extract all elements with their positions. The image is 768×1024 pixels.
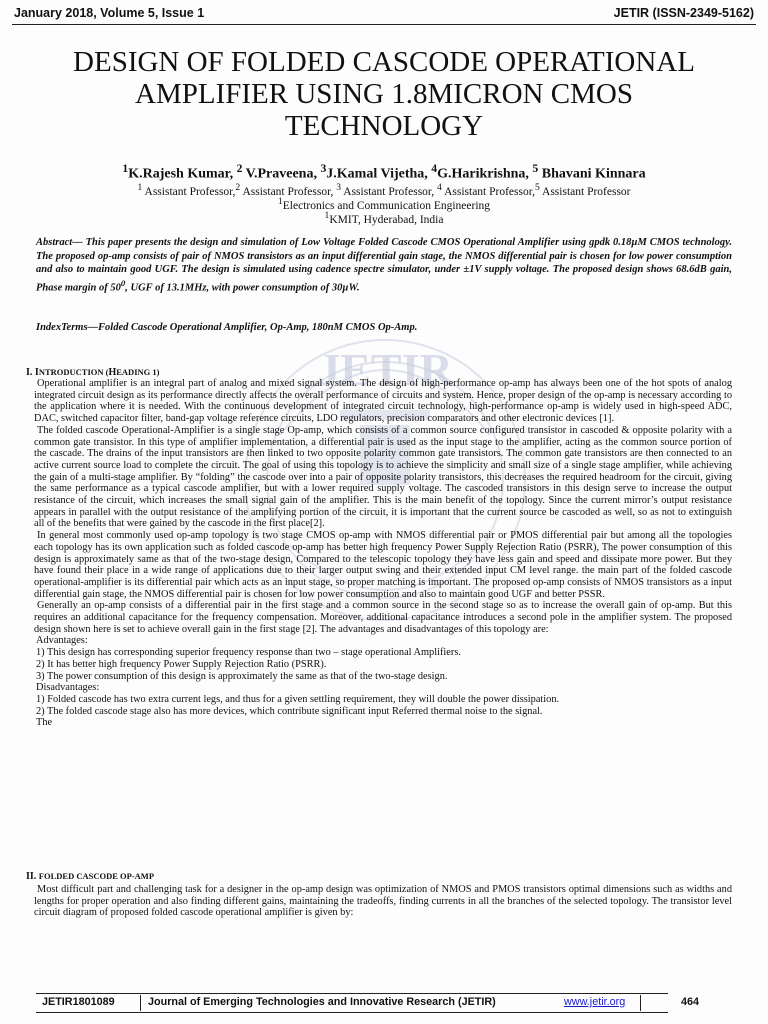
role-sup: 5 bbox=[534, 182, 540, 193]
author-sup: 1 bbox=[122, 162, 129, 175]
list-item: The bbox=[36, 717, 53, 729]
abstract-text-end: , UGF of 13.1MHz, with power consumption of 30µW. bbox=[125, 282, 360, 293]
author-sup: 5 bbox=[532, 162, 539, 175]
heading-cap: H bbox=[108, 367, 117, 378]
index-terms: IndexTerms—Folded Cascode Operational Amplifier, Op-Amp, 180nM CMOS Op-Amp. bbox=[36, 322, 418, 333]
abstract-text: Abstract— This paper presents the design and simulation of Low Voltage Folded Cascode CMOS Operational Amplifier using gpdk 0.18µM CMOS technology. The proposed op-amp consists of pair of NMOS transistors as an input differential gain stage, the NMOS differential pair is chosen for low power consumption and also to maintain good UGF. The design is simulated using cadence spectre simulator, under ±1V supply voltage. The proposed design shows 68.6dB gain, Phase margin of 50 bbox=[36, 237, 732, 293]
svg-text:JETIR: JETIR bbox=[317, 344, 453, 395]
institution bbox=[20, 209, 748, 227]
role-sup: 2 bbox=[235, 182, 241, 193]
title-line: DESIGN OF FOLDED CASCODE OPERATIONAL bbox=[73, 46, 695, 78]
role-sup: 4 bbox=[437, 182, 442, 193]
paragraph: In general most commonly used op-amp topology is two stage CMOS op-amp with NMOS differential pair or PMOS differential pair but among all the topologies each topology has its own application such as folded cascode op-amp has better high frequency Power Supply Rejection Ratio (PSRR), The power consumption of this design is approximately same as that of the two-stage design, Compared to the telescopic topology they have less gain and speed and dissipate more power. But they have found their place in a wide range of applications due to their larger output swing and their extended input CM level range. the main part of the folded cascode operational-amplifier is its differential pair which acts as an input stage, so proper matching is important. The proposed op-amp consists of NMOS transistors as a input differential gain stage, the NMOS differential pair is chosen for low power consumption and also to maintain good UGF and better PSSR. bbox=[34, 530, 732, 600]
journal-name: Journal of Emerging Technologies and Innovative Research (JETIR) bbox=[148, 996, 496, 1008]
list-item: 1) Folded cascode has two extra current legs, and thus for a given settling requirement, they will double the power dissipation. bbox=[36, 693, 560, 705]
role-text: Assistant Professor bbox=[539, 185, 631, 198]
running-header bbox=[14, 5, 754, 23]
issue-info: January 2018, Volume 5, Issue 1 bbox=[14, 6, 205, 20]
role-sup: 3 bbox=[336, 182, 342, 193]
paper-id: JETIR1801089 bbox=[42, 996, 115, 1008]
paragraph: Most difficult part and challenging task for a designer in the op-amp design was optimization of NMOS and PMOS transistors optimal dimensions such as widths and lengths for proper operation and also finding different gains, maintaining the tradeoffs, finding currents in all the branches of the selected topology. The transistor level circuit diagram of proposed folded cascode operational amplifier is given by: bbox=[34, 884, 732, 919]
heading-smallcaps: FOLDED CASCODE OP-AMP bbox=[38, 871, 155, 881]
author-name: G.Harikrishna, bbox=[437, 166, 533, 182]
list-item: Disadvantages: bbox=[36, 682, 100, 694]
dept-text: Electronics and Communication Engineering bbox=[282, 199, 491, 212]
author-name: K.Rajesh Kumar, bbox=[128, 166, 237, 182]
paragraph: Operational amplifier is an integral part of analog and mixed signal system. The design of high-performance op-amp has always been one of the hot spots of analog integrated circuit design as its performance directly affects the overall performance of circuits and system. Hence, proper design of the op-amp is necessary according to the application where it is needed. With the continuous development of integrated circuit technology, high-performance op-amp is widely used in high-speed ADC, DAC, switched capacitor filter, band-gap voltage reference circuits, LDO regulators, precision comparators and other electronic devices [1]. bbox=[34, 378, 732, 425]
page-number: 464 bbox=[681, 996, 700, 1008]
list-item: 3) The power consumption of this design is approximately the same as that of the two-stage design. bbox=[36, 670, 448, 682]
paragraph: Generally an op-amp consists of a differential pair in the first stage and a common source in the second stage so as to increase the overall gain of op-amp. But this requires an additional capacitance for the frequency compensation. Moreover, additional capacitance introduces a second pole in the amplifier system. The proposed design shown here is set to achieve overall gain in the first stage [2]. The advantages and disadvantages of this topology are: bbox=[34, 600, 732, 635]
paper-title bbox=[20, 46, 748, 142]
dept-sup: 1 bbox=[277, 196, 283, 207]
role-text: Assistant Professor, bbox=[142, 185, 236, 198]
section-number: I. bbox=[26, 367, 35, 378]
folded-cascode-body bbox=[34, 884, 732, 919]
issn-info: JETIR (ISSN-2349-5162) bbox=[613, 6, 754, 20]
abstract bbox=[36, 236, 732, 295]
paragraph: The folded cascode Operational-Amplifier is a single stage Op-amp, which consists of a common source configured transistor in cascoded & opposite polarity with a common gate transistor. In this type of amplifier implementation, a differential pair is used as the input stage to the amplifier, acting as the common source portion of the cascade. The drains of the input transistors are then linked to two opposite polarity common gate transistors. The common gate transistors are then connected to an active current source load to complete the circuit. The goal of using this topology is to achieve the simplicity and small size of a single stage amplifier, while achieving the gain of a multi-stage amplifier. By “folding” the cascode over into a pair of opposite polarity transistors, this decreases the required headroom for the circuit, giving the same performance as a typical cascode amplifier, but with a lower required supply voltage. The cascoded transistors in this design serve to increase the output resistance of the circuit, which increases the small signal gain of the amplifier. This is the main benefit of the topology. Since the current mirror’s output resistance appears in parallel with the output resistance of the amplifying portion of the circuit, it is important that the current source be cascoded as well, so as not to extinguish all of the benefits that were gained by the cascode in the first place[2]. bbox=[34, 424, 732, 530]
header-rule bbox=[12, 24, 756, 25]
author-name: J.Kamal Vijetha, bbox=[326, 166, 432, 182]
role-text: Assistant Professor, bbox=[240, 185, 337, 198]
title-line: TECHNOLOGY bbox=[284, 110, 484, 142]
list-item: 2) It has better high frequency Power Supply Rejection Ratio (PSRR). bbox=[36, 658, 327, 670]
footer-divider bbox=[640, 995, 641, 1011]
inst-sup: 1 bbox=[324, 210, 330, 221]
journal-url-link[interactable]: www.jetir.org bbox=[564, 996, 626, 1008]
author-sup: 3 bbox=[320, 162, 327, 175]
abstract-degree-sup: 0 bbox=[120, 277, 126, 288]
list-item: 2) The folded cascode stage also has more devices, which contribute significant input Referred thermal noise to the signal. bbox=[36, 705, 543, 717]
footer-rule-bottom bbox=[36, 1012, 668, 1013]
author-sup: 2 bbox=[236, 162, 243, 175]
title-line: AMPLIFIER USING 1.8MICRON CMOS bbox=[135, 78, 633, 110]
author-sup: 4 bbox=[431, 162, 438, 175]
author-list bbox=[20, 162, 748, 183]
role-text: Assistant Professor, bbox=[441, 185, 535, 198]
role-sup: 1 bbox=[137, 182, 143, 193]
footer-divider bbox=[140, 995, 141, 1011]
section-heading-folded-cascode bbox=[26, 871, 154, 882]
heading-smallcaps: NTRODUCTION ( bbox=[38, 367, 109, 377]
heading-cap: I bbox=[34, 367, 39, 378]
heading-smallcaps: EADING 1) bbox=[116, 367, 160, 377]
section-number: II. bbox=[26, 871, 39, 882]
role-text: Assistant Professor, bbox=[341, 185, 438, 198]
author-name: V.Praveena, bbox=[242, 166, 321, 182]
list-item: Advantages: bbox=[36, 635, 88, 647]
footer-rule-top bbox=[36, 993, 668, 994]
section-heading-introduction bbox=[26, 367, 159, 378]
inst-text: KMIT, Hyderabad, India bbox=[329, 213, 444, 226]
introduction-body bbox=[34, 378, 732, 729]
list-item: 1) This design has corresponding superior frequency response than two – stage operational Amplifiers. bbox=[36, 647, 461, 659]
author-name: Bhavani Kinnara bbox=[538, 166, 646, 182]
page-footer bbox=[36, 995, 700, 1011]
